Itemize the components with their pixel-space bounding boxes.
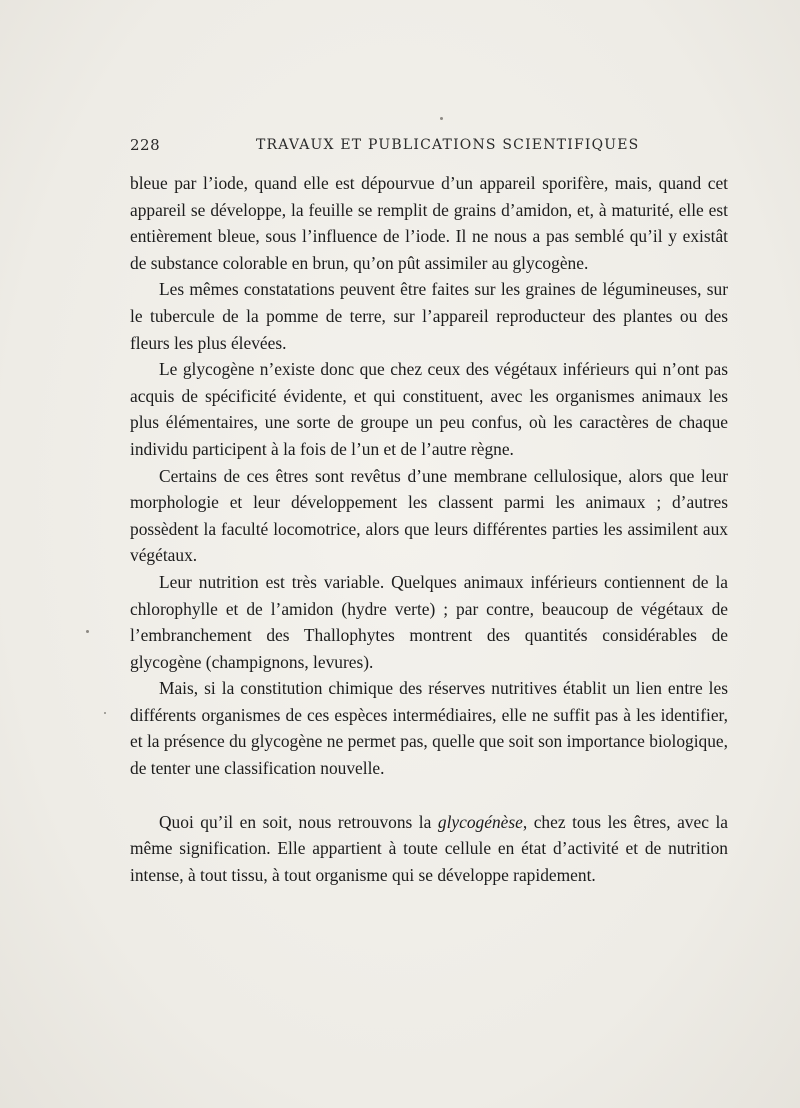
paragraph-7-lead: Quoi qu’il en soit, nous retrouvons la <box>159 811 438 832</box>
body-text <box>130 170 728 888</box>
running-head <box>130 134 730 158</box>
running-title: TRAVAUX ET PUBLICATIONS SCIENTIFIQUES <box>256 137 640 153</box>
paragraph-5: Leur nutrition est très variable. Quelques animaux inférieurs contiennent de la chlorophylle et de l’amidon (hydre verte) ; par contre, beaucoup de végétaux de l’embranchement des Thallophytes montrent des quantités considérables de glycogène (champignons, levures). <box>130 571 728 672</box>
paragraph-3: Le glycogène n’existe donc que chez ceux des végétaux inférieurs qui n’ont pas acquis de spécificité évidente, et qui constituent, avec les organismes animaux les plus élémentaires, une sorte de groupe un peu confus, où les caractères de chaque individu participent à la fois de l’un et de l’autre règne. <box>130 359 728 459</box>
ink-speck <box>86 630 89 633</box>
paragraph-4: Certains de ces êtres sont revêtus d’une membrane cellulosique, alors que leur morphologie et leur développement les classent parmi les animaux ; d’autres possèdent la faculté locomotrice, alors que leurs différentes parties les assimilent aux végétaux. <box>130 465 728 566</box>
paragraph-7-rest: , chez tous les êtres, avec la même signification. Elle appartient à toute cellule en état d’activité et de nutrition intense, à tout tissu, à tout organisme qui se développe rapidement. <box>130 811 729 885</box>
paragraph-7 <box>130 809 728 889</box>
ink-speck <box>440 117 443 120</box>
ink-speck <box>104 712 106 714</box>
page-number: 228 <box>130 136 161 154</box>
paragraph-2: Les mêmes constatations peuvent être faites sur les graines de légumineuses, sur le tubercule de la pomme de terre, sur l’appareil reproducteur des plantes ou des fleurs les plus élevées. <box>130 279 728 353</box>
paragraph-1: bleue par l’iode, quand elle est dépourvue d’un appareil sporifère, mais, quand cet appareil se développe, la feuille se remplit de grains d’amidon, et, à maturité, elle est entièrement bleue, sous l’influence de l’iode. Il ne nous a pas semblé qu’il y existât de substance colorable en brun, qu’on pût assimiler au glycogène. <box>130 173 728 273</box>
emphasis-glycogenese: glycogénèse <box>437 811 523 832</box>
paragraph-6: Mais, si la constitution chimique des réserves nutritives établit un lien entre les différents organismes de ces espèces intermédiaires, elle ne suffit pas à les identifier, et la présence du glycogène ne permet pas, quelle que soit son importance biologique, de tenter une classification nouvelle. <box>130 678 728 779</box>
